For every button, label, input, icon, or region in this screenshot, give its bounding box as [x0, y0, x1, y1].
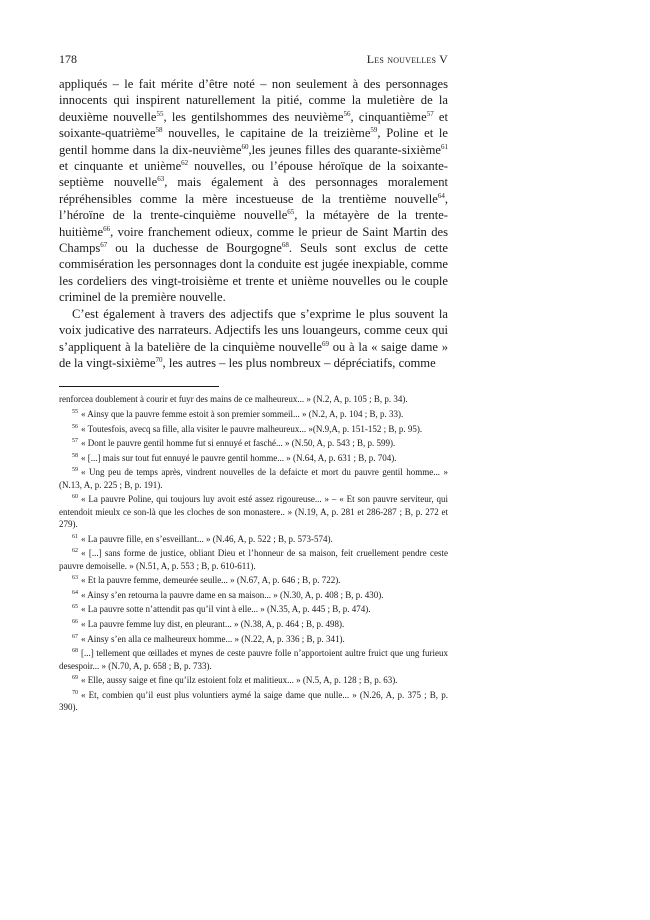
footnote-number: 59 — [72, 467, 78, 474]
footnote-text: « Elle, aussy saige et fine qu’ilz estoient folz et malitieux... » (N.5, A, p. 128 ; B, p. 63). — [81, 675, 398, 686]
page-number: 178 — [59, 52, 77, 66]
footnote-ref: 56 — [343, 109, 351, 118]
footnote-text: « Ainsy s’en alla ce malheureux homme... » (N.22, A, p. 336 ; B, p. 341). — [81, 633, 345, 644]
footnote-text: « Dont le pauvre gentil homme fut si ennuyé et fasché... » (N.50, A, p. 543 ; B, p. 599). — [81, 438, 396, 449]
footnote — [59, 452, 448, 464]
running-header — [59, 52, 448, 66]
footnote-ref: 57 — [426, 109, 434, 118]
footnote-number: 63 — [72, 575, 78, 582]
text-run: nouvelles, le capitaine de la treizième — [162, 126, 371, 141]
text-run: ,les jeunes filles des quarante-sixième — [248, 142, 441, 157]
footnote-text: « Ainsy s’en retourna la pauvre dame en sa maison... » (N.30, A, p. 408 ; B, p. 430). — [81, 589, 384, 600]
footnote-ref: 69 — [322, 339, 330, 348]
body-text — [59, 76, 448, 371]
text-run: , mais également à des personnages moralement répréhensibles comme la mère incestueuse de la trentième nouvelle — [59, 175, 448, 206]
footnote-text: « Ainsy que la pauvre femme estoit à son premier sommeil... » (N.2, A, p. 104 ; B, p. 33). — [81, 408, 404, 419]
text-run: appliqués – le fait mérite d’être noté – non seulement à des personnages innocents qui inspirent naturellement la pitié, comme la muletière de la deuxième nouvelle — [59, 77, 448, 124]
footnotes — [59, 393, 448, 713]
footnote-text: « [...] sans forme de justice, obliant Dieu et l’honneur de sa maison, feit cruellement pendre ceste pauvre demoiselle. » (N.51, A, p. 553 ; B, p. 610-611). — [59, 548, 448, 571]
footnote-text: « La pauvre Poline, qui toujours luy avoit esté assez rigoureuse... » – « Et son pauvre serviteur, qui entendoit mieulx ce son-là que les cloches de son monastere.. » (N.19, A, p. 281 et 286-287 ; B, p. 272 et 279). — [59, 494, 448, 530]
footnote — [59, 689, 448, 714]
footnote-number: 62 — [72, 548, 78, 555]
footnote — [59, 423, 448, 435]
text-run: , voire franchement odieux, comme le prieur de Saint Martin des Champs — [59, 224, 448, 256]
footnote — [59, 647, 448, 672]
footnote — [59, 603, 448, 615]
footnote-ref: 59 — [370, 126, 378, 135]
footnote-text: « Ung peu de temps après, vindrent nouvelles de la defaicte et mort du pauvre gentil homme... » (N.13, A, p. 225 ; B, p. 191). — [59, 467, 448, 490]
footnote-ref: 68 — [281, 240, 289, 249]
text-run: , cinquantième — [350, 109, 427, 124]
footnote-number: 61 — [72, 533, 78, 540]
text-run: nouvelles, ou l’épouse héroïque de la soixante-septième nouvelle — [59, 159, 448, 190]
text-run: , l’héroïne de la trente-cinquième nouvelle — [59, 191, 448, 223]
footnote-text: « Et, combien qu’il eust plus voluntiers aymé la saige dame que nulle... » (N.26, A, p. 375 ; B, p. 390). — [59, 689, 448, 713]
footnote-ref: 58 — [155, 126, 163, 135]
text-run: C’est également à travers des adjectifs que s’exprime le plus souvent la voix judicative des narrateurs. Adjectifs les uns louangeurs, comme ceux qui s’appliquent à la batelière de la cinquième nouvelle — [59, 306, 448, 354]
running-title: Les nouvelles V — [366, 52, 448, 66]
footnote-ref: 55 — [156, 109, 164, 118]
text-run: et soixante-quatrième — [59, 109, 448, 141]
footnote-text: [...] tellement que œillades et mynes de ceste pauvre folle n’apportoient aultre fruict que ung furieux desespoir... » (N.70, A, p. 658 ; B, p. 733). — [59, 648, 448, 671]
footnote-number: 55 — [72, 408, 78, 415]
footnote — [59, 618, 448, 630]
footnote — [59, 408, 448, 420]
footnote-ref: 64 — [437, 191, 445, 200]
footnote-number: 67 — [72, 633, 78, 640]
text-run: ou la duchesse de Bourgogne — [107, 241, 282, 256]
text-run: , Poline et le gentil homme dans la dix-neuvième — [59, 126, 448, 157]
footnote-text: « La pauvre fille, en s’esveillant... » (N.46, A, p. 522 ; B, p. 573-574). — [81, 533, 333, 544]
footnote-ref: 66 — [103, 224, 111, 233]
footnote — [59, 466, 448, 491]
text-run: et cinquante et unième — [59, 159, 182, 174]
text-run: ou à la « saige dame » de la vingt-sixième — [59, 339, 448, 370]
footnote-text: « La pauvre femme luy dist, en pleurant... » (N.38, A, p. 464 ; B, p. 498). — [81, 619, 345, 630]
text-run: . Seuls sont exclus de cette commisération les personnages dont la conduite est jugée inexpiable, comme les cordeliers des vingt-troisième et trente et unième nouvelles ou le couple criminel de la première nouvelle. — [59, 241, 448, 305]
footnote-number: 57 — [72, 438, 78, 445]
footnote-text: « Toutesfois, avecq sa fille, alla visiter le pauvre malheureux... »(N.9,A, p. 151-152 ; B, p. 95). — [81, 423, 423, 434]
footnote-text: « Et la pauvre femme, demeurée seulle... » (N.67, A, p. 646 ; B, p. 722). — [81, 575, 341, 586]
footnote — [59, 437, 448, 449]
footnote-ref: 67 — [100, 240, 108, 249]
footnote-ref: 62 — [181, 158, 189, 167]
footnote-text: « [...] mais sur tout fut ennuyé le pauvre gentil homme... » (N.64, A, p. 631 ; B, p. 704). — [81, 452, 397, 463]
footnote-number: 68 — [72, 648, 78, 655]
footnote-number: 64 — [72, 589, 78, 596]
footnote-text: « La pauvre sotte n’attendit pas qu’il vint à elle... » (N.35, A, p. 445 ; B, p. 474). — [81, 604, 371, 615]
page — [59, 52, 448, 716]
footnote-number: 70 — [72, 689, 78, 696]
footnote-number: 66 — [72, 619, 78, 626]
footnote — [59, 533, 448, 545]
footnote-text: renforcea doublement à courir et fuyr des mains de ce malheureux... » (N.2, A, p. 105 ; B, p. 34). — [59, 394, 408, 405]
footnote — [59, 589, 448, 601]
footnote-number: 56 — [72, 423, 78, 430]
text-run: , la métayère de la trente-huitième — [59, 208, 448, 239]
text-run: , les autres – les plus nombreux – dépréciatifs, comme — [162, 355, 436, 370]
footnote-separator — [59, 386, 219, 387]
footnote-ref: 61 — [441, 142, 448, 151]
footnote-number: 60 — [72, 494, 78, 501]
footnote — [59, 674, 448, 686]
footnote-ref: 65 — [287, 208, 295, 217]
text-run: , les gentilshommes des neuvième — [163, 109, 344, 124]
footnote-number: 69 — [72, 675, 78, 682]
paragraph-2 — [59, 306, 448, 372]
footnote-ref: 60 — [241, 142, 249, 151]
paragraph-1 — [59, 76, 448, 306]
footnote — [59, 493, 448, 530]
footnote — [59, 633, 448, 645]
footnote — [59, 574, 448, 586]
footnote — [59, 547, 448, 572]
footnote — [59, 393, 448, 405]
footnote-number: 58 — [72, 452, 78, 459]
footnote-ref: 63 — [157, 175, 165, 184]
footnote-number: 65 — [72, 604, 78, 611]
footnote-ref: 70 — [155, 355, 163, 364]
